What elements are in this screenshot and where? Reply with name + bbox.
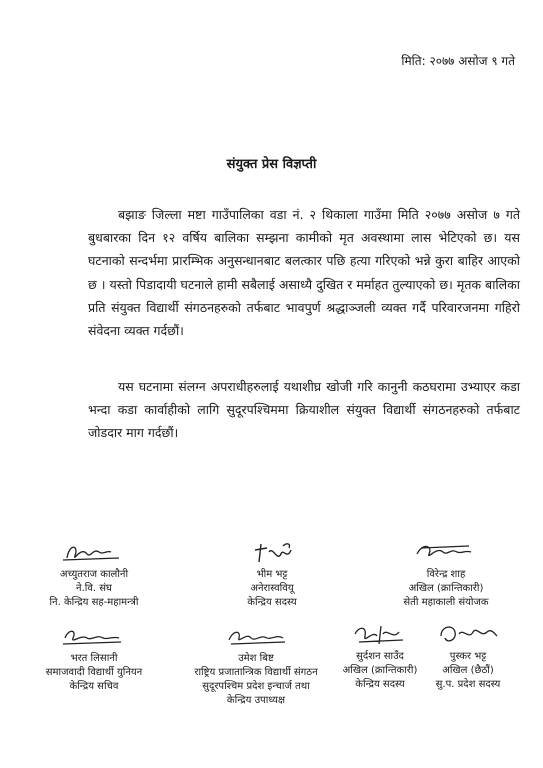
paragraph-2 (88, 375, 520, 445)
handwritten-signature-4 (59, 626, 129, 650)
signatory-5-role-2: केन्द्रिय उपाध्यक्ष (226, 695, 286, 706)
signatory-5-org: राष्ट्रिय प्रजातान्त्रिक विद्यार्थी संगठन (194, 667, 318, 678)
signatory-2-role: केन्द्रिय सदस्य (247, 597, 297, 608)
signatory-2-name: भीम भट्ट (256, 569, 288, 580)
signatory-4-role: केन्द्रिय सचिव (69, 681, 119, 692)
signatory-4-org: समाजवादी विद्यार्थी युनियन (45, 667, 143, 678)
signatory-7-name: पुस्कर भट्ट (449, 651, 487, 662)
signature-block-4 (14, 626, 174, 694)
signatory-1-name: अच्युतराज कालौनी (59, 569, 129, 580)
signatory-1-role: नि. केन्द्रिय सह-महामन्त्री (49, 597, 139, 608)
document-title: संयुक्त प्रेस विज्ञप्ती (226, 157, 317, 172)
signatory-6-role: केन्द्रिय सदस्य (355, 679, 405, 690)
signatory-4-name: भरत लिसानी (70, 653, 118, 664)
signatory-5-role: सुदूरपश्चिम प्रदेश इन्चार्ज तथा (202, 681, 310, 692)
signatory-7-role: सु.प. प्रदेश सदस्य (435, 679, 501, 690)
signature-block-7 (398, 622, 538, 692)
handwritten-signature-7 (433, 622, 503, 648)
signatory-6-name: सुर्दशन साउँद (356, 651, 404, 662)
signatory-3-role: सेती महाकाली संयोजक (403, 597, 489, 608)
signature-block-1 (14, 540, 174, 610)
signatory-3-name: विरेन्द्र शाह (426, 569, 466, 580)
signatory-2-org: अनेरास्ववियू (250, 583, 294, 594)
signature-block-2 (192, 540, 352, 610)
handwritten-signature-3 (411, 540, 481, 566)
signatory-7-org: अखिल (छैठौं) (442, 665, 494, 676)
paragraph-1-text: बझाङ जिल्ला मष्टा गाउँपालिका वडा नं. २ थिकाला गाउँमा मिति २०७७ असोज ७ गते बुधबारका दिन १२ वर्षिय बालिका सम्झना कामीको मृत अवस्थामा लास भेटिएको छ। यस घटनाको सन्दर्भमा प्रारम्भिक अनुसन्धानबाट बलत्कार पछि हत्या गरिएको भन्ने कुरा बाहिर आएको छ । यस्तो पिडादायी घटनाले हामी सबैलाई असाध्यै दुखित र मर्माहत तुल्याएको छ। मृतक बालिका प्रति संयुक्त विद्यार्थी संगठनहरुको तर्फबाट भावपुर्ण श्रद्धाञ्जली व्यक्त गर्दै परिवारजनमा गहिरो संवेदना व्यक्त गर्दछौं। (88, 207, 520, 339)
signature-block-3 (366, 540, 526, 610)
handwritten-signature-1 (59, 540, 129, 566)
signatory-3-org: अखिल (क्रान्तिकारी) (408, 583, 484, 594)
signatory-1-org: ने.वि. संघ (76, 583, 112, 594)
handwritten-signature-5 (221, 626, 291, 650)
handwritten-signature-2 (237, 540, 307, 566)
signatory-5-name: उमेश बिष्ट (238, 653, 274, 664)
paragraph-1 (88, 203, 520, 342)
signatory-6-org: अखिल (क्रान्तिकारी) (342, 665, 418, 676)
date-line: मिति: २०७७ असोज ९ गते (401, 54, 515, 68)
paragraph-2-text: यस घटनामा संलग्न अपराधीहरुलाई यथाशीघ्र खोजी गरि कानुनी कठघरामा उभ्याएर कडा भन्दा कडा कार्वाहीको लागि सुदूरपश्चिममा क्रियाशील संयुक्त विद्यार्थी संगठनहरुको तर्फबाट जोडदार माग गर्दछौं। (88, 379, 520, 441)
